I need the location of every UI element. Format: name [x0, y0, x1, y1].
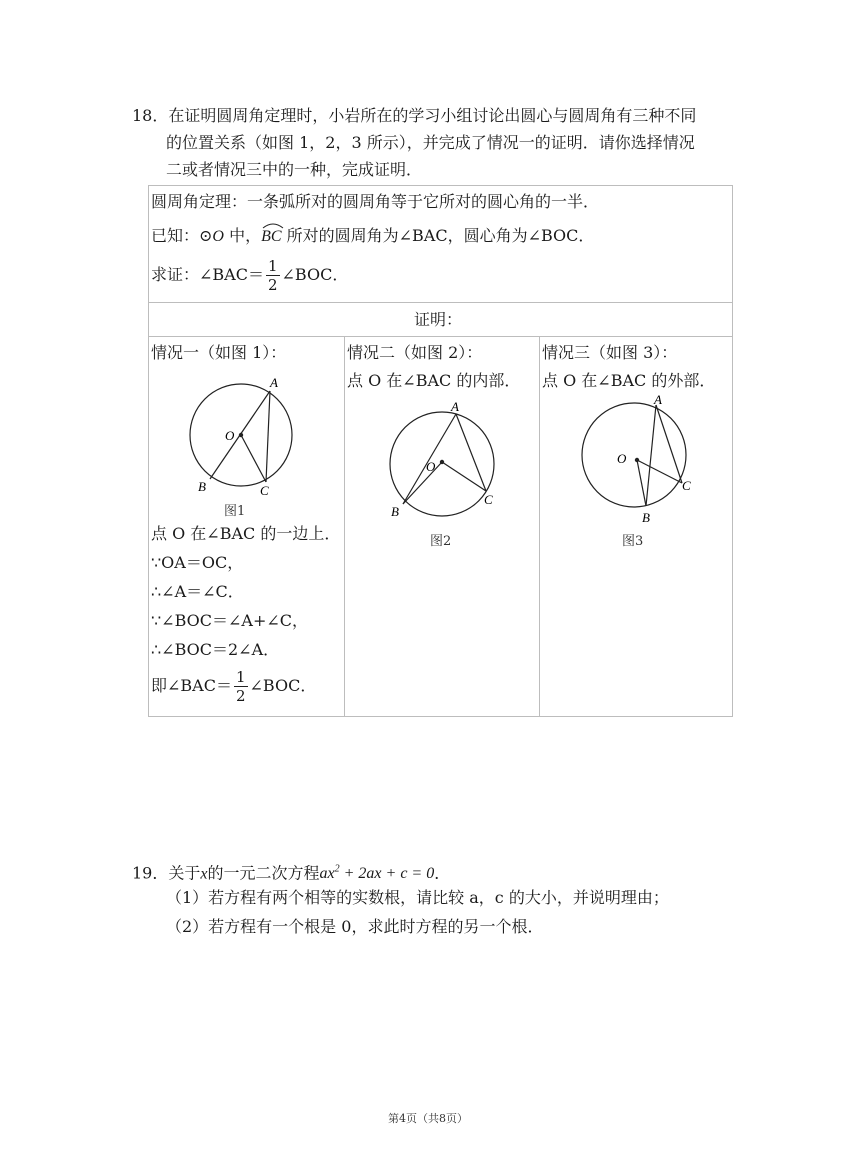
- fig3-label-c: C: [682, 478, 691, 493]
- fig2-label-a: A: [451, 399, 459, 414]
- case2-condition: 点 O 在∠BAC 的内部．: [347, 371, 521, 390]
- page-footer: 第4页（共8页）: [388, 1112, 468, 1125]
- case1-title: 情况一（如图 1）：: [151, 343, 287, 362]
- figure-3: [578, 392, 698, 528]
- case1-step-4: ∴∠BOC＝2∠A．: [151, 640, 280, 659]
- fig1-label-o: O: [225, 428, 235, 443]
- fig3-label-a: A: [654, 392, 662, 407]
- table-col-divider-2: [539, 336, 540, 716]
- figure-2: [383, 398, 503, 523]
- case1-conclusion: 即∠BAC＝ $\frac{1}{2}$ ∠BOC．: [151, 668, 317, 705]
- fig2-label-b: B: [391, 504, 399, 519]
- fig3-label-b: B: [642, 510, 650, 525]
- arc-symbol-icon: [261, 221, 285, 229]
- arc-bc: BC: [261, 227, 281, 247]
- table-divider-1: [148, 302, 733, 303]
- table-divider-2: [148, 336, 733, 337]
- case3-condition: 点 O 在∠BAC 的外部．: [542, 371, 716, 390]
- q18-line1: [132, 106, 696, 126]
- figure-1: [182, 372, 302, 500]
- fraction-half: $\frac{1}{2}$: [267, 257, 278, 294]
- q19-part2: （2）若方程有一个根是 0，求此时方程的另一个根．: [166, 917, 544, 936]
- fig2-caption: 图2: [430, 534, 452, 549]
- proof-header: 证明：: [414, 310, 463, 329]
- q18-stem-1: 在证明圆周角定理时，小岩所在的学习小组讨论出圆心与圆周角有三种不同: [168, 106, 697, 125]
- q18-number: 18．: [132, 106, 169, 125]
- q19-stem: 19．关于x的一元二次方程$ax^2 + 2ax + c = 0$．: [132, 863, 451, 883]
- fraction-half-2: $\frac{1}{2}$: [235, 668, 246, 705]
- case1-step-2: ∴∠A＝∠C．: [151, 582, 244, 601]
- case1-step-3: ∵∠BOC＝∠A+∠C，: [151, 611, 309, 630]
- circle-o: ⊙O: [199, 228, 224, 245]
- fig2-label-c: C: [484, 492, 493, 507]
- q19-number: 19．: [132, 863, 169, 883]
- case1-condition: 点 O 在∠BAC 的一边上．: [151, 524, 341, 543]
- q18-line3: 二或者情况三中的一种，完成证明．: [166, 160, 423, 179]
- table-col-divider-1: [344, 336, 345, 716]
- fig3-label-o: O: [617, 451, 627, 466]
- fig1-caption: 图1: [224, 504, 246, 519]
- q19-part1: （1）若方程有两个相等的实数根，请比较 a，c 的大小，并说明理由；: [166, 888, 669, 907]
- case1-step-1: ∵OA＝OC，: [151, 553, 244, 572]
- prove-statement: 求证：∠BAC＝ $\frac{1}{2}$ ∠BOC．: [151, 257, 349, 294]
- given-statement: 已知：⊙O 中， BC 所对的圆周角为∠BAC，圆心角为∠BOC．: [151, 226, 594, 247]
- q19-equation: $ax^2 + 2ax + c = 0$: [319, 864, 435, 883]
- fig3-caption: 图3: [622, 534, 644, 549]
- fig1-label-a: A: [270, 375, 278, 390]
- theorem-statement: 圆周角定理：一条弧所对的圆周角等于它所对的圆心角的一半．: [151, 192, 600, 211]
- case3-title: 情况三（如图 3）：: [542, 343, 678, 362]
- fig2-label-o: O: [426, 459, 436, 474]
- fig1-label-c: C: [260, 483, 269, 498]
- fig1-label-b: B: [198, 479, 206, 494]
- case2-title: 情况二（如图 2）：: [347, 343, 483, 362]
- q18-line2: 的位置关系（如图 1，2，3 所示），并完成了情况一的证明．请你选择情况: [166, 133, 695, 152]
